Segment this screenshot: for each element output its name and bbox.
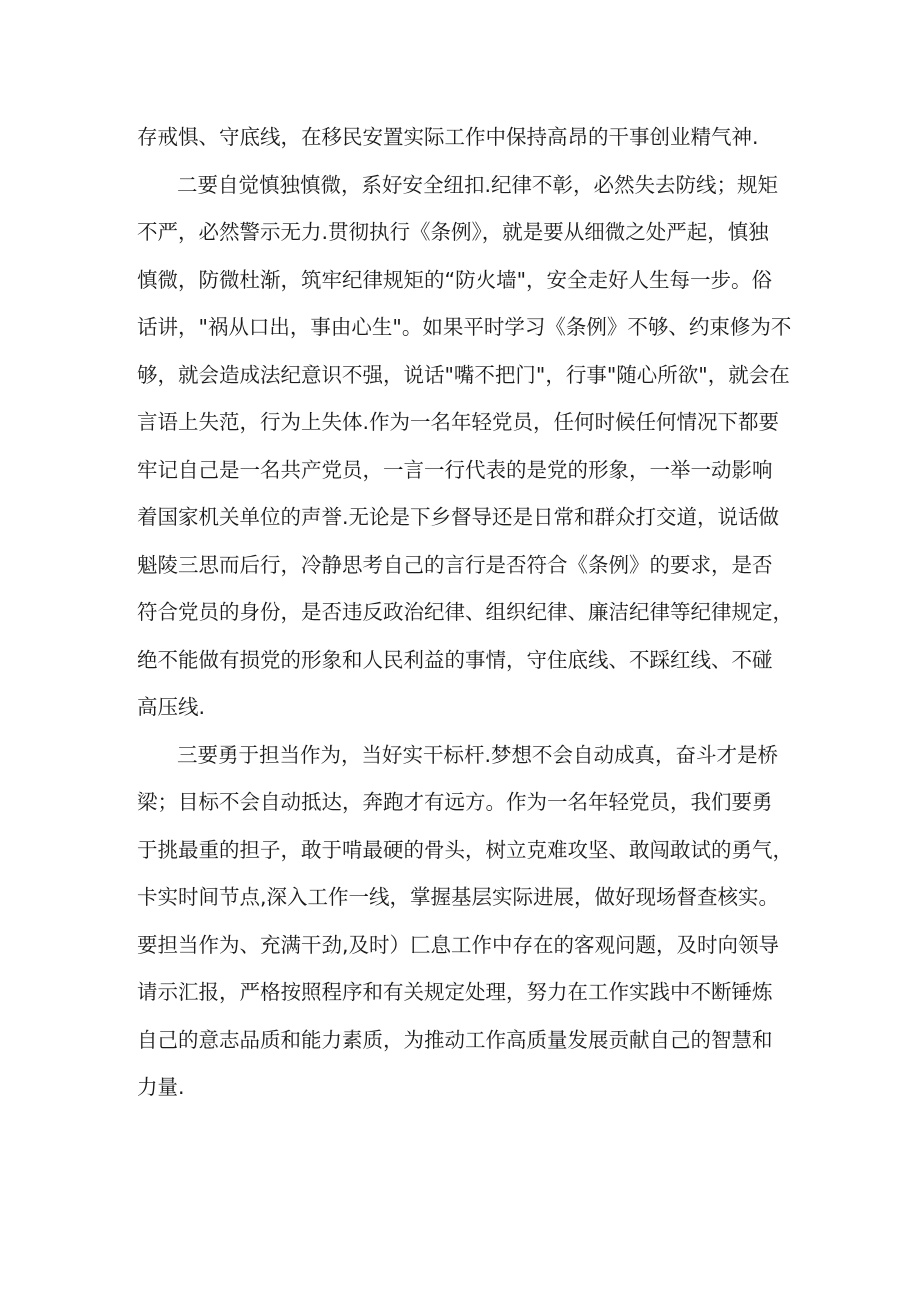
p2-line-10: 符合党员的身份，是否违反政治纪律、组织纪律、廉洁纪律等纪律规定， [137,600,793,624]
p3-line-6: 请示汇报，严格按照程序和有关规定处理，努力在工作实践中不断锤炼 [137,980,773,1004]
p2-line-12: 高压线. [137,695,206,719]
p3-line-8: 力量. [137,1075,185,1099]
p2-line-4: 话讲，"祸从口出，事由心生"。如果平时学习《条例》不够、约束修为不 [137,315,792,339]
p2-line-3: 慎微，防微杜渐，筑牢纪律规矩的“防火墙"，安全走好人生每一步。俗 [137,268,773,292]
p3-line-1: 三要勇于担当作为，当好实干标杆.梦想不会自动成真，奋斗才是桥 [177,743,779,767]
p3-line-2: 梁；目标不会自动抵达，奔跑才有远方。作为一名年轻党员，我们要勇 [137,790,773,814]
p2-line-6: 言语上失范，行为上失体.作为一名年轻党员，任何时候任何情况下都要 [137,410,780,434]
p1-line-1: 存戒惧、守底线，在移民安置实际工作中保持高昂的干事创业精气神. [137,125,759,149]
p2-line-2: 不严，必然警示无力.贯彻执行《条例》，就是要从细微之处严起，慎独 [137,220,769,244]
p2-line-1: 二要自觉慎独慎微，系好安全纽扣.纪律不彰，必然失去防线；规矩 [177,173,779,197]
p2-line-5: 够，就会造成法纪意识不强，说话"嘴不把门"，行事"随心所欲"，就会在 [137,363,790,387]
p3-line-7: 自己的意志品质和能力素质，为推动工作高质量发展贡献自己的智慧和 [137,1028,773,1052]
p3-line-4: 卡实时间节点,深入工作一线，掌握基层实际进展，做好现场督查核实。 [137,885,780,909]
p3-line-5: 要担当作为、充满干劲,及时）匚息工作中存在的客观问题，及时向领导 [137,933,780,957]
p2-line-9: 魁陵三思而后行，冷静思考自己的言行是否符合《条例》的要求，是否 [137,553,773,577]
p2-line-11: 绝不能做有损党的形象和人民利益的事情，守住底线、不踩红线、不碰 [137,648,773,672]
p2-line-7: 牢记自己是一名共产党员，一言一行代表的是党的形象，一举一动影响 [137,458,773,482]
p3-line-3: 于挑最重的担子，敢于啃最硬的骨头，树立克难攻坚、敢闯敢试的勇气， [137,838,793,862]
p2-line-8: 着国家机关单位的声誉.无论是下乡督导还是日常和群众打交道，说话做 [137,505,780,529]
